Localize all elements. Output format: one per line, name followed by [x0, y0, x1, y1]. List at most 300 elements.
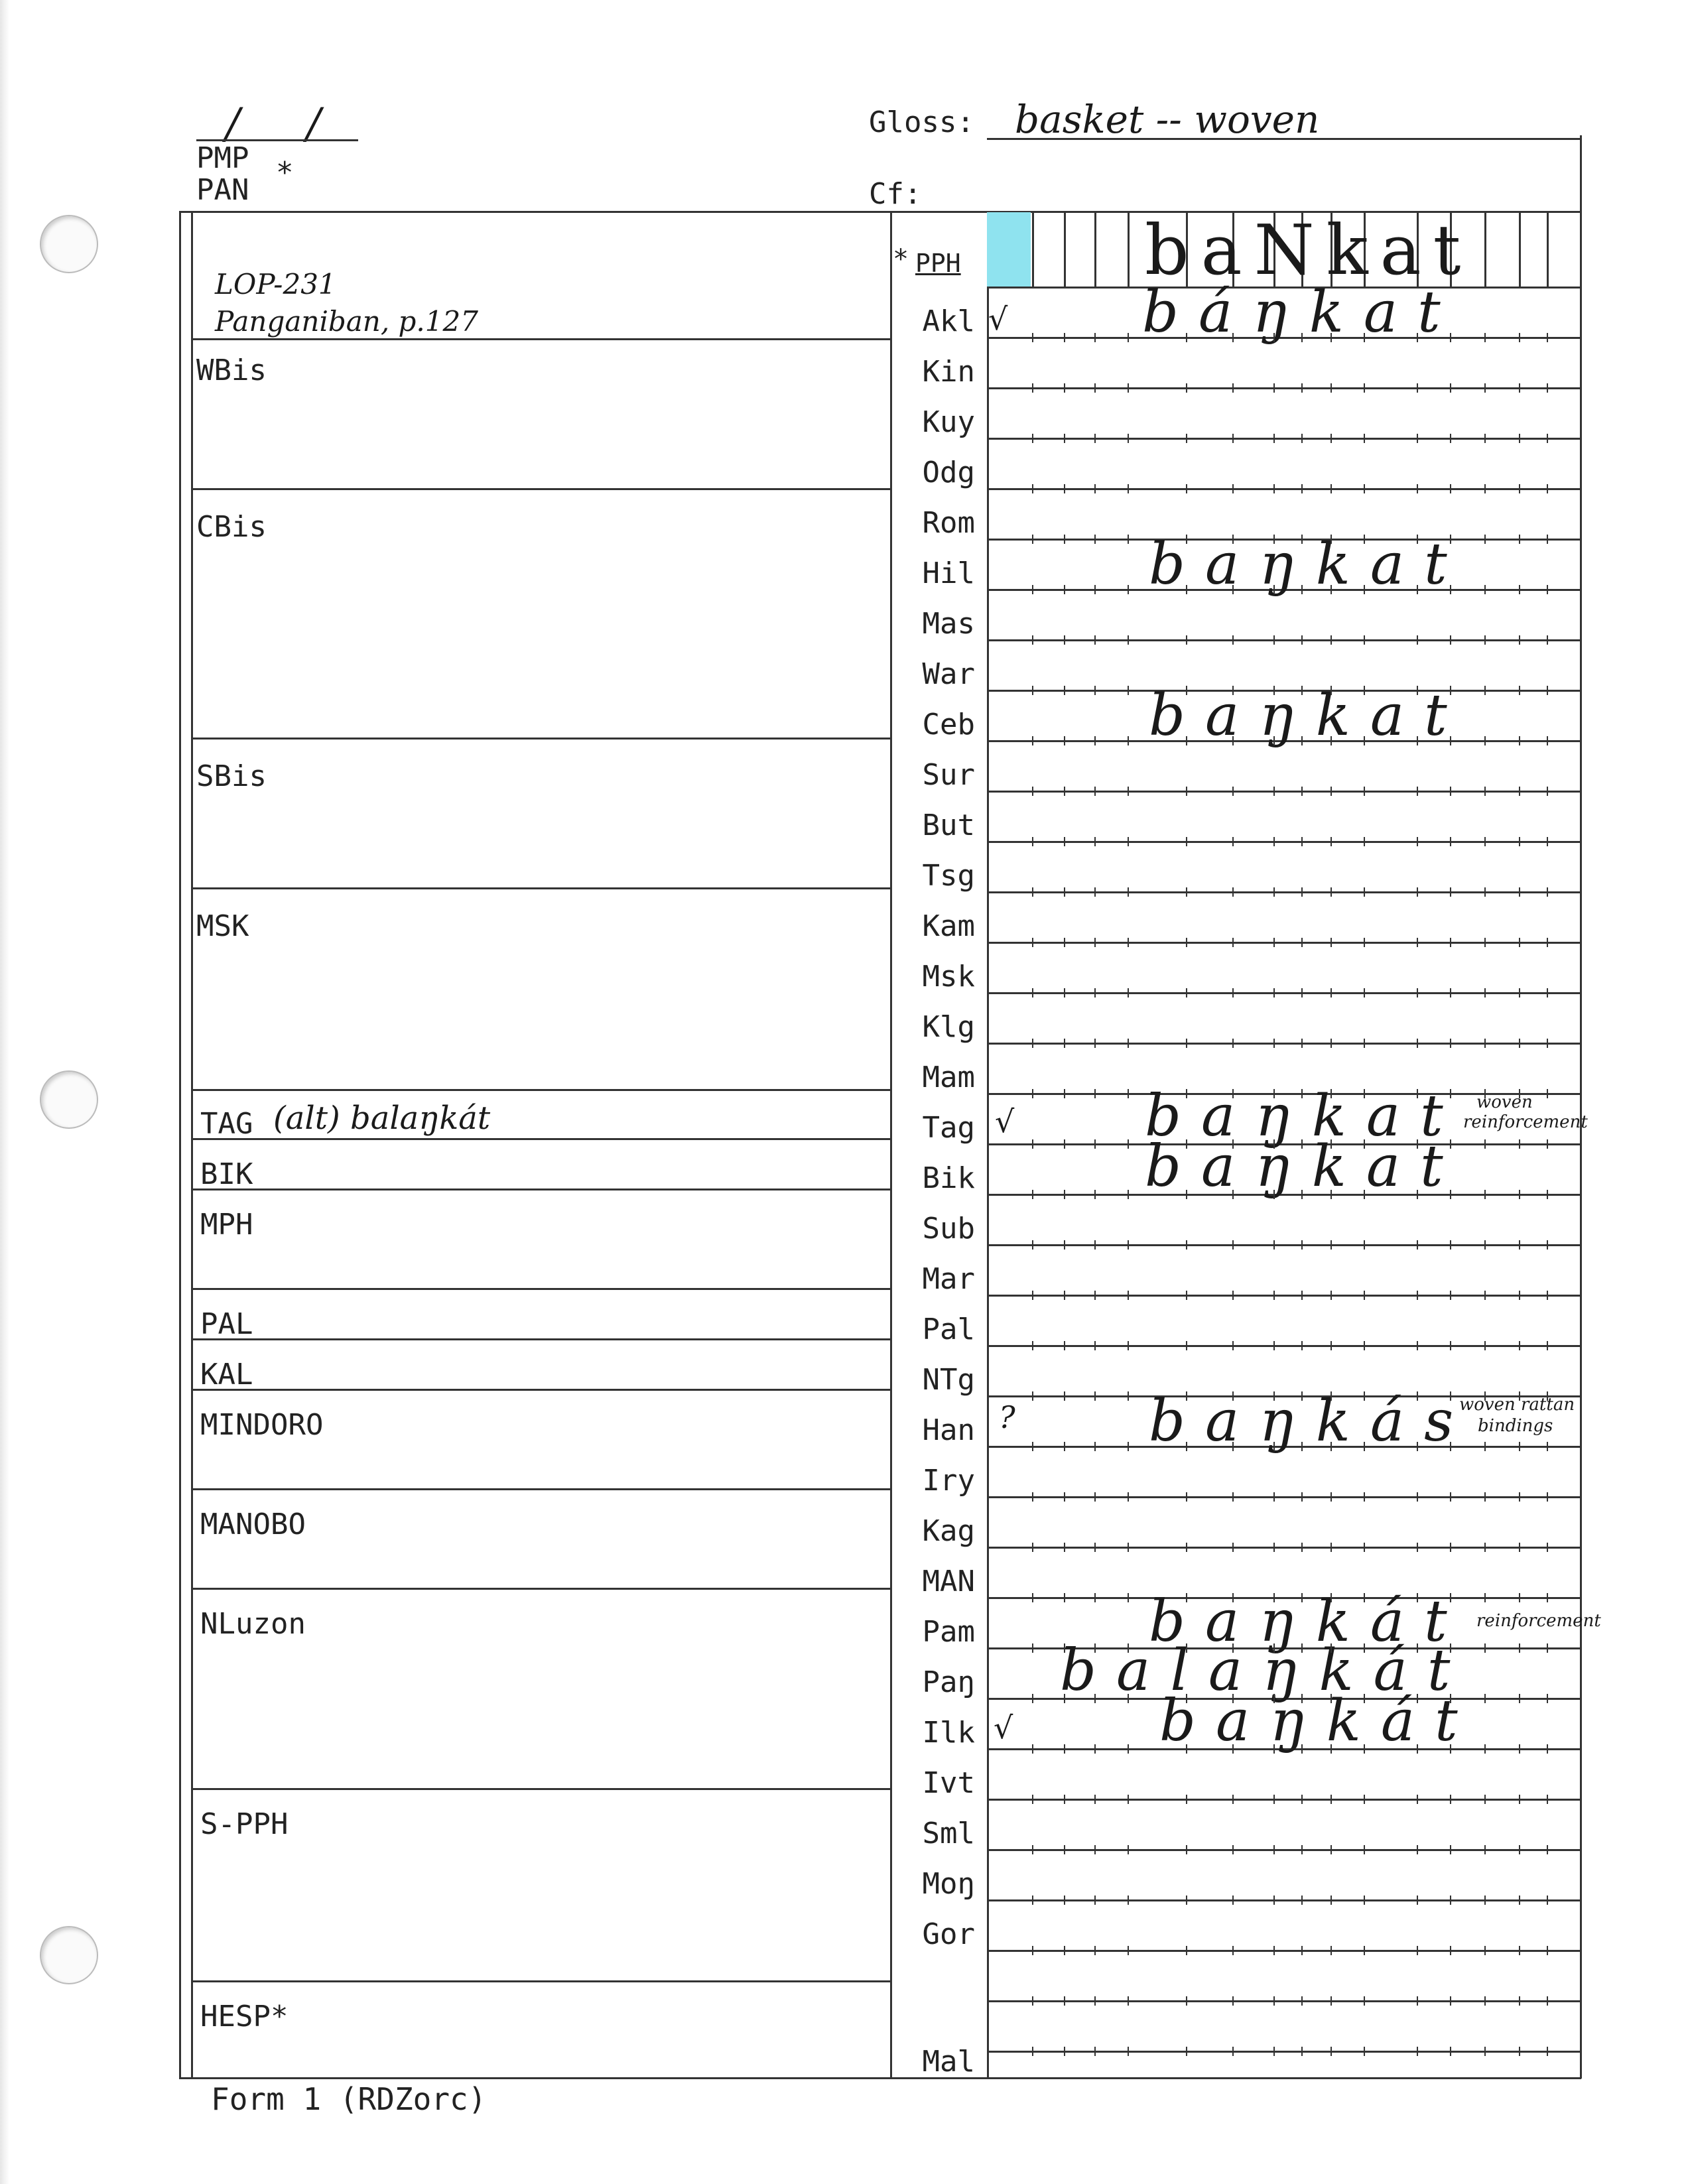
section-divider — [191, 338, 890, 340]
row-tick-mark — [1186, 1190, 1187, 1199]
row-tick-mark — [1484, 1946, 1486, 1955]
row-tick-mark — [1547, 1391, 1548, 1401]
lang-row-line — [987, 438, 1581, 440]
row-tick-mark — [1450, 1895, 1451, 1905]
row-tick-mark — [1232, 1391, 1234, 1401]
row-tick-mark — [1064, 787, 1065, 796]
row-tick-mark — [1273, 736, 1275, 745]
row-tick-mark — [1186, 1946, 1187, 1955]
row-tick-mark — [1450, 383, 1451, 393]
han-note-1: woven rattan — [1459, 1395, 1575, 1415]
row-tick-mark — [1273, 1795, 1275, 1804]
row-tick-mark — [1032, 1996, 1033, 2006]
row-tick-mark — [1547, 1694, 1548, 1703]
row-tick-mark — [1364, 686, 1365, 695]
row-tick-mark — [1064, 988, 1065, 997]
row-tick-mark — [1417, 1946, 1418, 1955]
lang-hil: Hil — [922, 556, 975, 590]
pph-grid-line — [1032, 211, 1034, 288]
row-tick-mark — [1232, 1643, 1234, 1653]
row-tick-mark — [1331, 635, 1332, 645]
row-tick-mark — [1273, 1291, 1275, 1300]
row-tick-mark — [1094, 1895, 1096, 1905]
row-tick-mark — [1519, 1996, 1520, 2006]
row-tick-mark — [1484, 1341, 1486, 1350]
row-tick-mark — [1232, 787, 1234, 796]
row-tick-mark — [1232, 1139, 1234, 1149]
row-tick-mark — [1064, 1391, 1065, 1401]
row-tick-mark — [1417, 1341, 1418, 1350]
row-tick-mark — [1364, 1089, 1365, 1098]
row-tick-mark — [1417, 1845, 1418, 1854]
row-tick-mark — [1032, 1139, 1033, 1149]
lang-kuy: Kuy — [922, 405, 975, 439]
row-tick-mark — [1364, 1744, 1365, 1754]
section-divider — [191, 1980, 890, 1982]
row-tick-mark — [1364, 585, 1365, 594]
row-tick-mark — [1519, 787, 1520, 796]
row-tick-mark — [1331, 938, 1332, 947]
row-tick-mark — [1032, 535, 1033, 544]
tag-alt-note: (alt) balaŋkát — [273, 1100, 491, 1137]
row-tick-mark — [1032, 887, 1033, 897]
row-tick-mark — [1331, 1492, 1332, 1502]
row-tick-mark — [1364, 1946, 1365, 1955]
row-tick-mark — [1364, 1996, 1365, 2006]
row-tick-mark — [1301, 1895, 1303, 1905]
row-tick-mark — [1450, 1391, 1451, 1401]
row-tick-mark — [1273, 1996, 1275, 2006]
row-tick-mark — [1273, 635, 1275, 645]
row-tick-mark — [1484, 938, 1486, 947]
row-tick-mark — [1186, 1996, 1187, 2006]
tag-form: baŋkat — [1145, 1083, 1463, 1149]
row-tick-mark — [1450, 686, 1451, 695]
star-mark: * — [276, 156, 294, 190]
row-tick-mark — [1232, 1744, 1234, 1754]
section-divider — [191, 1389, 890, 1391]
lang-sur: Sur — [922, 758, 975, 792]
row-tick-mark — [1094, 1593, 1096, 1602]
row-tick-mark — [1519, 1744, 1520, 1754]
row-tick-mark — [1450, 1694, 1451, 1703]
row-tick-mark — [1331, 1895, 1332, 1905]
row-tick-mark — [1094, 1492, 1096, 1502]
row-tick-mark — [1519, 1492, 1520, 1502]
row-tick-mark — [1232, 1845, 1234, 1854]
row-tick-mark — [1128, 1593, 1129, 1602]
punch-hole-bottom — [40, 1926, 98, 1984]
row-tick-mark — [1417, 1089, 1418, 1098]
row-tick-mark — [1301, 484, 1303, 493]
row-tick-mark — [1232, 938, 1234, 947]
row-tick-mark — [1032, 837, 1033, 846]
row-tick-mark — [1094, 1946, 1096, 1955]
row-tick-mark — [1450, 635, 1451, 645]
row-tick-mark — [1484, 484, 1486, 493]
row-tick-mark — [1232, 1795, 1234, 1804]
row-tick-mark — [1417, 1139, 1418, 1149]
row-tick-mark — [1273, 1442, 1275, 1451]
row-tick-mark — [1301, 1643, 1303, 1653]
row-tick-mark — [1331, 2047, 1332, 2056]
section-wbis: WBis — [196, 353, 267, 387]
row-tick-mark — [1547, 1643, 1548, 1653]
gloss-underline — [987, 138, 1581, 140]
row-tick-mark — [1547, 1744, 1548, 1754]
row-tick-mark — [1186, 1744, 1187, 1754]
row-tick-mark — [1364, 434, 1365, 443]
row-tick-mark — [1128, 1240, 1129, 1250]
pmp-label: PMP — [196, 141, 249, 175]
lang-ivt: Ivt — [922, 1766, 975, 1800]
row-tick-mark — [1128, 1845, 1129, 1854]
pph-label: PPH — [915, 249, 961, 278]
row-tick-mark — [1128, 988, 1129, 997]
punch-hole-top — [40, 215, 98, 273]
section-divider — [191, 1788, 890, 1790]
row-tick-mark — [1450, 1543, 1451, 1552]
row-tick-mark — [1450, 1795, 1451, 1804]
row-tick-mark — [1186, 1240, 1187, 1250]
row-tick-mark — [1484, 736, 1486, 745]
row-tick-mark — [1064, 1240, 1065, 1250]
lang-row-line — [987, 1950, 1581, 1952]
pph-star: * — [893, 244, 909, 275]
row-tick-mark — [1301, 1039, 1303, 1048]
row-tick-mark — [1519, 1190, 1520, 1199]
row-tick-mark — [1064, 1492, 1065, 1502]
row-tick-mark — [1364, 787, 1365, 796]
row-tick-mark — [1417, 1543, 1418, 1552]
row-tick-mark — [1232, 837, 1234, 846]
row-tick-mark — [1484, 1139, 1486, 1149]
row-tick-mark — [1331, 484, 1332, 493]
row-tick-mark — [1519, 484, 1520, 493]
row-tick-mark — [1064, 1845, 1065, 1854]
row-tick-mark — [1547, 333, 1548, 342]
row-tick-mark — [1364, 1593, 1365, 1602]
row-tick-mark — [1331, 1190, 1332, 1199]
row-tick-mark — [1032, 1744, 1033, 1754]
row-tick-mark — [1128, 1694, 1129, 1703]
row-tick-mark — [1484, 635, 1486, 645]
row-tick-mark — [1331, 1442, 1332, 1451]
row-tick-mark — [1417, 1442, 1418, 1451]
row-tick-mark — [1128, 535, 1129, 544]
row-tick-mark — [1519, 1946, 1520, 1955]
row-tick-mark — [1186, 1341, 1187, 1350]
row-tick-mark — [1232, 1240, 1234, 1250]
pph-highlight-cell — [987, 212, 1031, 287]
row-tick-mark — [1519, 1543, 1520, 1552]
lang-row-line — [987, 942, 1581, 944]
row-tick-mark — [1186, 1593, 1187, 1602]
row-tick-mark — [1232, 1190, 1234, 1199]
row-tick-mark — [1032, 1795, 1033, 1804]
section-divider — [191, 1288, 890, 1290]
row-tick-mark — [1450, 585, 1451, 594]
row-tick-mark — [1094, 1845, 1096, 1854]
row-tick-mark — [1547, 383, 1548, 393]
row-tick-mark — [1519, 938, 1520, 947]
row-tick-mark — [1301, 1089, 1303, 1098]
row-tick-mark — [1064, 1895, 1065, 1905]
row-tick-mark — [1064, 887, 1065, 897]
row-tick-mark — [1032, 1845, 1033, 1854]
row-tick-mark — [1519, 1895, 1520, 1905]
row-tick-mark — [1301, 1442, 1303, 1451]
lang-ilk: Ilk — [922, 1716, 975, 1750]
row-tick-mark — [1301, 1593, 1303, 1602]
row-tick-mark — [1128, 787, 1129, 796]
lang-ceb: Ceb — [922, 708, 975, 741]
row-tick-mark — [1186, 383, 1187, 393]
row-tick-mark — [1450, 1190, 1451, 1199]
row-tick-mark — [1032, 635, 1033, 645]
row-tick-mark — [1301, 1341, 1303, 1350]
row-tick-mark — [1484, 383, 1486, 393]
lang-row-line — [987, 1345, 1581, 1347]
row-tick-mark — [1232, 1442, 1234, 1451]
row-tick-mark — [1128, 1744, 1129, 1754]
row-tick-mark — [1450, 484, 1451, 493]
row-tick-mark — [1364, 1240, 1365, 1250]
row-tick-mark — [1364, 2047, 1365, 2056]
row-tick-mark — [1128, 383, 1129, 393]
row-tick-mark — [1547, 1895, 1548, 1905]
row-tick-mark — [1232, 1996, 1234, 2006]
row-tick-mark — [1331, 585, 1332, 594]
row-tick-mark — [1547, 1795, 1548, 1804]
row-tick-mark — [1094, 1089, 1096, 1098]
row-tick-mark — [1032, 1341, 1033, 1350]
row-tick-mark — [1519, 1391, 1520, 1401]
row-tick-mark — [1547, 1946, 1548, 1955]
row-tick-mark — [1417, 1643, 1418, 1653]
row-tick-mark — [1032, 2047, 1033, 2056]
row-tick-mark — [1547, 1492, 1548, 1502]
row-tick-mark — [1128, 1190, 1129, 1199]
row-tick-mark — [1364, 1492, 1365, 1502]
row-tick-mark — [1417, 1694, 1418, 1703]
row-tick-mark — [1128, 1391, 1129, 1401]
row-tick-mark — [1484, 535, 1486, 544]
row-tick-mark — [1331, 1139, 1332, 1149]
row-tick-mark — [1450, 1845, 1451, 1854]
row-tick-mark — [1417, 2047, 1418, 2056]
lang-kin: Kin — [922, 355, 975, 389]
lang-war: War — [922, 657, 975, 691]
cf-label: Cf: — [869, 177, 922, 211]
row-tick-mark — [1064, 1139, 1065, 1149]
row-tick-mark — [1032, 1039, 1033, 1048]
row-tick-mark — [1484, 1492, 1486, 1502]
row-tick-mark — [1519, 635, 1520, 645]
row-tick-mark — [1064, 1593, 1065, 1602]
row-tick-mark — [1331, 535, 1332, 544]
row-tick-mark — [1364, 887, 1365, 897]
row-tick-mark — [1186, 1543, 1187, 1552]
row-tick-mark — [1273, 787, 1275, 796]
pph-grid-line — [1547, 211, 1549, 288]
row-tick-mark — [1519, 686, 1520, 695]
row-tick-mark — [1364, 484, 1365, 493]
row-tick-mark — [1450, 1442, 1451, 1451]
row-tick-mark — [1232, 736, 1234, 745]
row-tick-mark — [1232, 1089, 1234, 1098]
lang-odg: Odg — [922, 456, 975, 489]
row-tick-mark — [1128, 484, 1129, 493]
row-tick-mark — [1364, 1341, 1365, 1350]
section-divider — [191, 1089, 890, 1091]
lang-rom: Rom — [922, 506, 975, 540]
row-tick-mark — [1186, 988, 1187, 997]
section-divider — [191, 887, 890, 889]
row-tick-mark — [1273, 1190, 1275, 1199]
row-tick-mark — [1094, 1240, 1096, 1250]
lang-kag: Kag — [922, 1514, 975, 1548]
row-tick-mark — [1128, 333, 1129, 342]
row-tick-mark — [1064, 2047, 1065, 2056]
row-tick-mark — [1301, 2047, 1303, 2056]
row-tick-mark — [1301, 1996, 1303, 2006]
row-tick-mark — [1186, 1492, 1187, 1502]
row-tick-mark — [1032, 1391, 1033, 1401]
row-tick-mark — [1331, 383, 1332, 393]
row-tick-mark — [1273, 1543, 1275, 1552]
row-tick-mark — [1094, 1391, 1096, 1401]
row-tick-mark — [1186, 1089, 1187, 1098]
row-tick-mark — [1484, 1845, 1486, 1854]
pph-grid-line — [1094, 211, 1096, 288]
row-tick-mark — [1032, 1089, 1033, 1098]
row-tick-mark — [1519, 1795, 1520, 1804]
row-tick-mark — [1519, 383, 1520, 393]
row-tick-mark — [1484, 1543, 1486, 1552]
row-tick-mark — [1032, 1946, 1033, 1955]
row-tick-mark — [1301, 383, 1303, 393]
pph-form: baNkat — [1145, 210, 1473, 290]
row-tick-mark — [1064, 1744, 1065, 1754]
row-tick-mark — [1064, 535, 1065, 544]
lang-kam: Kam — [922, 909, 975, 943]
row-tick-mark — [1064, 1795, 1065, 1804]
row-tick-mark — [1519, 1139, 1520, 1149]
row-tick-mark — [1094, 585, 1096, 594]
lang-row-line — [987, 1244, 1581, 1246]
tag-note-1: woven — [1476, 1092, 1533, 1112]
row-tick-mark — [1232, 535, 1234, 544]
row-tick-mark — [1331, 333, 1332, 342]
row-tick-mark — [1484, 787, 1486, 796]
row-tick-mark — [1484, 1039, 1486, 1048]
row-tick-mark — [1417, 938, 1418, 947]
lang-mas: Mas — [922, 607, 975, 641]
row-tick-mark — [1450, 1139, 1451, 1149]
section-divider — [191, 1338, 890, 1340]
row-tick-mark — [1364, 1291, 1365, 1300]
row-tick-mark — [1128, 1442, 1129, 1451]
row-tick-mark — [1064, 837, 1065, 846]
row-tick-mark — [1547, 484, 1548, 493]
row-tick-mark — [1450, 1240, 1451, 1250]
row-tick-mark — [1186, 686, 1187, 695]
row-tick-mark — [1364, 383, 1365, 393]
row-tick-mark — [1417, 1240, 1418, 1250]
row-tick-mark — [1417, 383, 1418, 393]
row-tick-mark — [1064, 1996, 1065, 2006]
section-bik: BIK — [200, 1157, 253, 1191]
row-tick-mark — [1186, 736, 1187, 745]
row-tick-mark — [1364, 938, 1365, 947]
row-tick-mark — [1232, 1946, 1234, 1955]
section-s-pph: S-PPH — [200, 1807, 289, 1841]
lang-tag: Tag — [922, 1111, 975, 1145]
row-tick-mark — [1450, 1744, 1451, 1754]
row-tick-mark — [1331, 1039, 1332, 1048]
lang-row-line — [987, 1043, 1581, 1045]
row-tick-mark — [1186, 1039, 1187, 1048]
row-tick-mark — [1064, 333, 1065, 342]
row-tick-mark — [1128, 938, 1129, 947]
row-tick-mark — [1450, 434, 1451, 443]
row-tick-mark — [1417, 887, 1418, 897]
row-tick-mark — [1128, 1996, 1129, 2006]
row-tick-mark — [1273, 2047, 1275, 2056]
row-tick-mark — [1331, 736, 1332, 745]
row-tick-mark — [1484, 1744, 1486, 1754]
form-footer: Form 1 (RDZorc) — [211, 2081, 487, 2117]
row-tick-mark — [1417, 787, 1418, 796]
row-tick-mark — [1301, 1744, 1303, 1754]
row-tick-mark — [1417, 1895, 1418, 1905]
row-tick-mark — [1128, 635, 1129, 645]
row-tick-mark — [1484, 1190, 1486, 1199]
row-tick-mark — [1364, 1845, 1365, 1854]
row-tick-mark — [1519, 1240, 1520, 1250]
row-tick-mark — [1273, 1845, 1275, 1854]
row-tick-mark — [1450, 1996, 1451, 2006]
section-mindoro: MINDORO — [200, 1408, 324, 1442]
row-tick-mark — [1032, 1593, 1033, 1602]
row-tick-mark — [1547, 1845, 1548, 1854]
row-tick-mark — [1547, 988, 1548, 997]
row-tick-mark — [1301, 787, 1303, 796]
row-tick-mark — [1484, 1593, 1486, 1602]
row-tick-mark — [1484, 686, 1486, 695]
row-tick-mark — [1064, 1039, 1065, 1048]
binder-edge — [0, 0, 9, 2184]
han-note-2: bindings — [1478, 1416, 1553, 1436]
row-tick-mark — [1301, 1240, 1303, 1250]
row-tick-mark — [1519, 988, 1520, 997]
row-tick-mark — [1519, 1845, 1520, 1854]
row-tick-mark — [1094, 1291, 1096, 1300]
row-tick-mark — [1547, 1593, 1548, 1602]
row-tick-mark — [1331, 1996, 1332, 2006]
row-tick-mark — [1547, 837, 1548, 846]
row-tick-mark — [1128, 1946, 1129, 1955]
row-tick-mark — [1450, 787, 1451, 796]
row-tick-mark — [1273, 1895, 1275, 1905]
row-tick-mark — [1094, 1694, 1096, 1703]
row-tick-mark — [1519, 887, 1520, 897]
row-tick-mark — [1128, 837, 1129, 846]
section-tag: TAG — [200, 1107, 253, 1141]
left-border-inner — [191, 211, 193, 2079]
row-tick-mark — [1032, 585, 1033, 594]
